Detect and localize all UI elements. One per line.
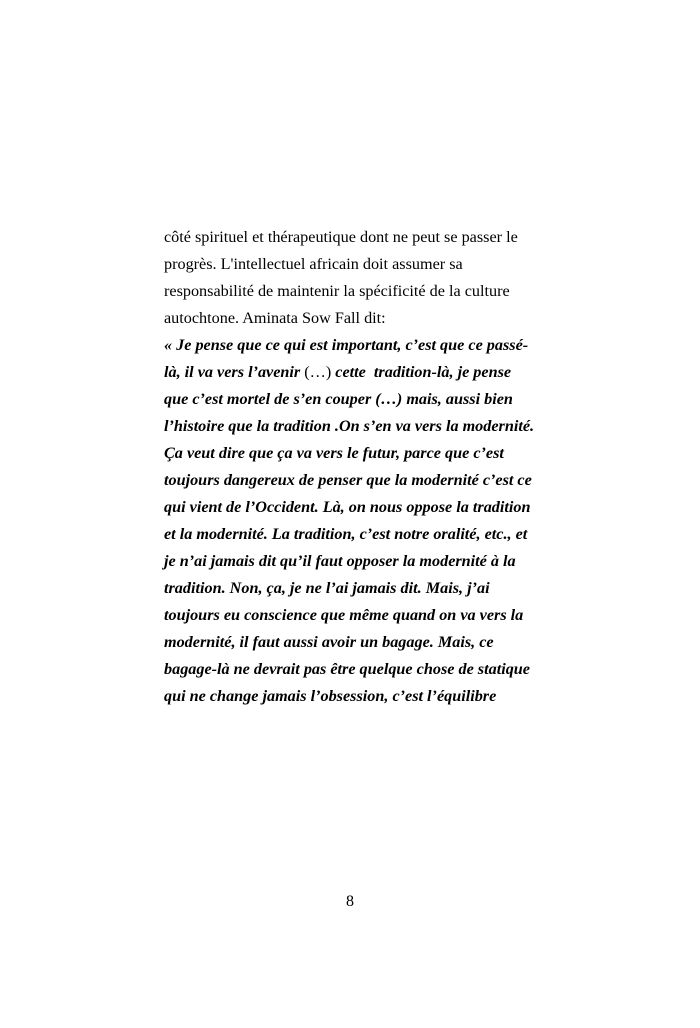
quote-segment: cette tradition-là, je pense [331, 363, 512, 381]
quote-line: et la modernité. La tradition, c’est notre oralité, etc., et [164, 525, 528, 543]
quote-line: toujours dangereux de penser que la modernité c’est ce [164, 471, 532, 489]
quote-line: qui ne change jamais l’obsession, c’est l’équilibre [164, 687, 497, 705]
body-line: autochtone. Aminata Sow Fall dit: [164, 309, 386, 327]
quote-line: l’histoire que la tradition .On s’en va vers la modernité. [164, 417, 535, 435]
quote-segment: là, il va vers l’avenir [164, 363, 305, 381]
body-line: côté spirituel et thérapeutique dont ne peut se passer le [164, 228, 518, 246]
quote-line: modernité, il faut aussi avoir un bagage. Mais, ce [164, 633, 494, 651]
quote-line: tradition. Non, ça, je ne l’ai jamais dit. Mais, j’ai [164, 579, 490, 597]
quote-line: bagage-là ne devrait pas être quelque chose de statique [164, 660, 530, 678]
page-body [164, 224, 584, 710]
quote-line: « Je pense que ce qui est important, c’est que ce passé- [164, 336, 529, 354]
quote-line: je n’ai jamais dit qu’il faut opposer la modernité à la [164, 552, 516, 570]
quote-line: qui vient de l’Occident. Là, on nous oppose la tradition [164, 498, 531, 516]
quote-line: toujours eu conscience que même quand on va vers la [164, 606, 524, 624]
page-number: 8 [346, 893, 354, 910]
body-line: progrès. L'intellectuel africain doit assumer sa [164, 255, 463, 273]
ellipsis-segment: (…) [304, 363, 332, 381]
quote-line: Ça veut dire que ça va vers le futur, parce que c’est [164, 444, 504, 462]
quote-line: que c’est mortel de s’en couper (…) mais, aussi bien [164, 390, 513, 408]
body-line: responsabilité de maintenir la spécificité de la culture [164, 282, 510, 300]
quote-line [164, 359, 584, 386]
